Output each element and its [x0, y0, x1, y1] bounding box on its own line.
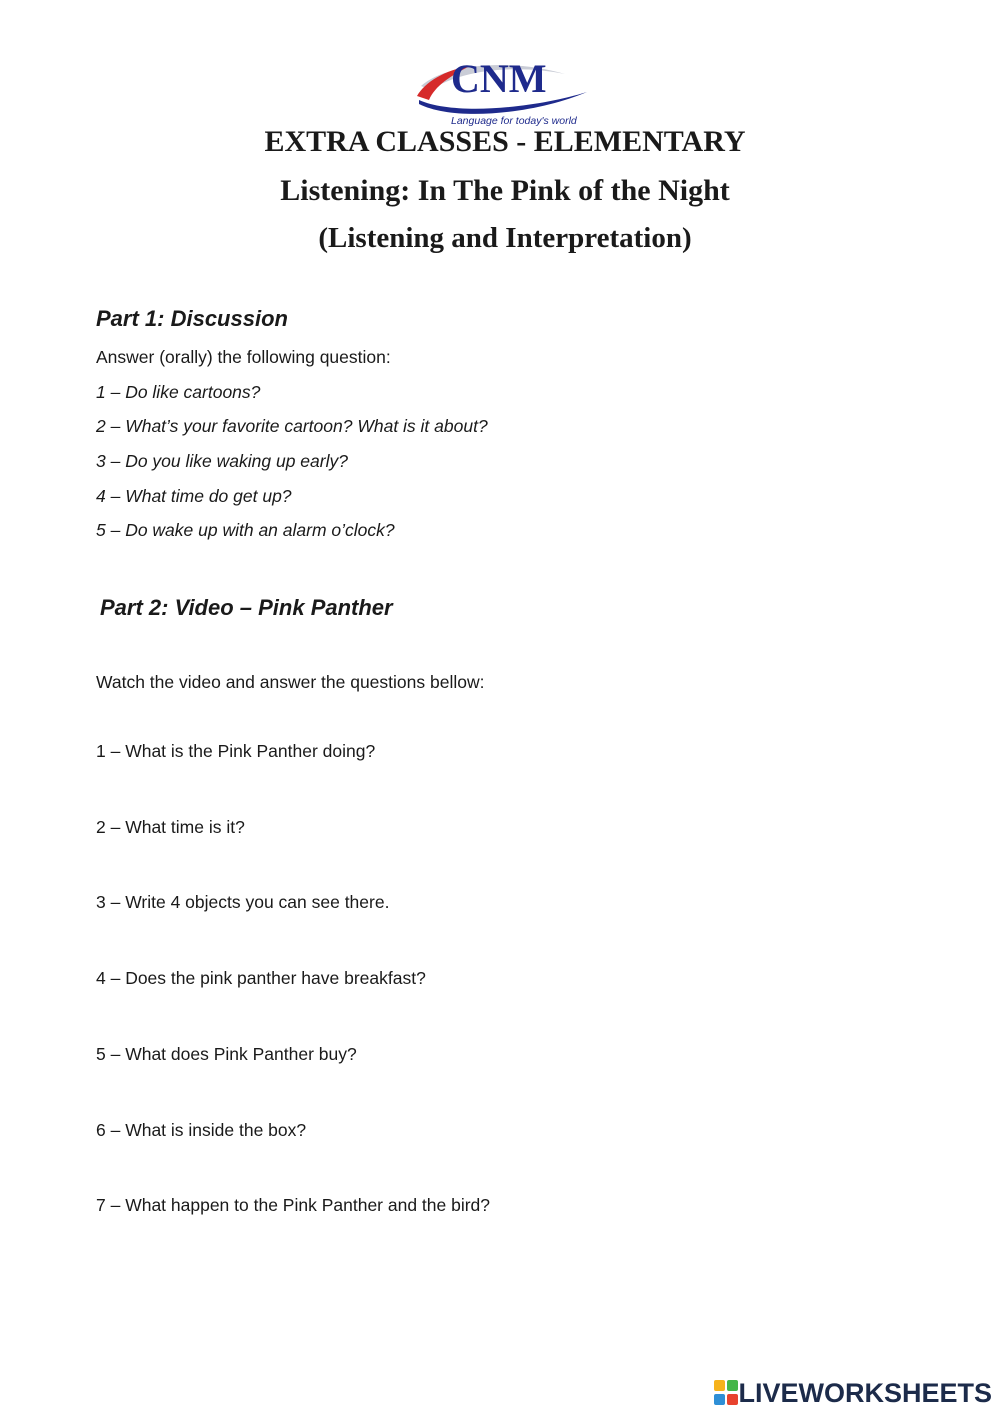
- logo-name: CNM: [451, 56, 547, 101]
- part2-instruction: Watch the video and answer the questions bellow:: [96, 672, 485, 692]
- part1-instruction: Answer (orally) the following question:: [96, 347, 391, 367]
- part2-question: 1 – What is the Pink Panther doing?: [96, 741, 376, 761]
- part2-question: 3 – Write 4 objects you can see there.: [96, 892, 390, 912]
- page-title: EXTRA CLASSES - ELEMENTARY: [264, 125, 746, 158]
- logo-tagline: Language for today's world: [451, 115, 577, 127]
- part1-question: 4 – What time do get up?: [96, 486, 292, 506]
- part1-question: 5 – Do wake up with an alarm o’clock?: [96, 520, 395, 540]
- part1-question: 2 – What’s your favorite cartoon? What is it about?: [96, 416, 488, 436]
- part1-question: 3 – Do you like waking up early?: [96, 451, 348, 471]
- page-subtitle-2: (Listening and Interpretation): [318, 222, 692, 254]
- page-subtitle: Listening: In The Pink of the Night: [280, 174, 730, 207]
- part2-question: 2 – What time is it?: [96, 817, 245, 837]
- liveworksheets-wordmark: LIVEWORKSHEETS: [738, 1377, 992, 1408]
- part1-heading: Part 1: Discussion: [96, 306, 288, 331]
- cnm-logo: [415, 56, 590, 128]
- liveworksheets-logo[interactable]: [714, 1376, 992, 1410]
- part2-heading: Part 2: Video – Pink Panther: [100, 595, 393, 620]
- part2-question: 4 – Does the pink panther have breakfast?: [96, 968, 426, 988]
- part2-question: 5 – What does Pink Panther buy?: [96, 1044, 357, 1064]
- part2-question: 7 – What happen to the Pink Panther and the bird?: [96, 1195, 491, 1215]
- part2-question: 6 – What is inside the box?: [96, 1120, 307, 1140]
- liveworksheets-icon: [714, 1380, 738, 1406]
- part1-question: 1 – Do like cartoons?: [96, 382, 261, 402]
